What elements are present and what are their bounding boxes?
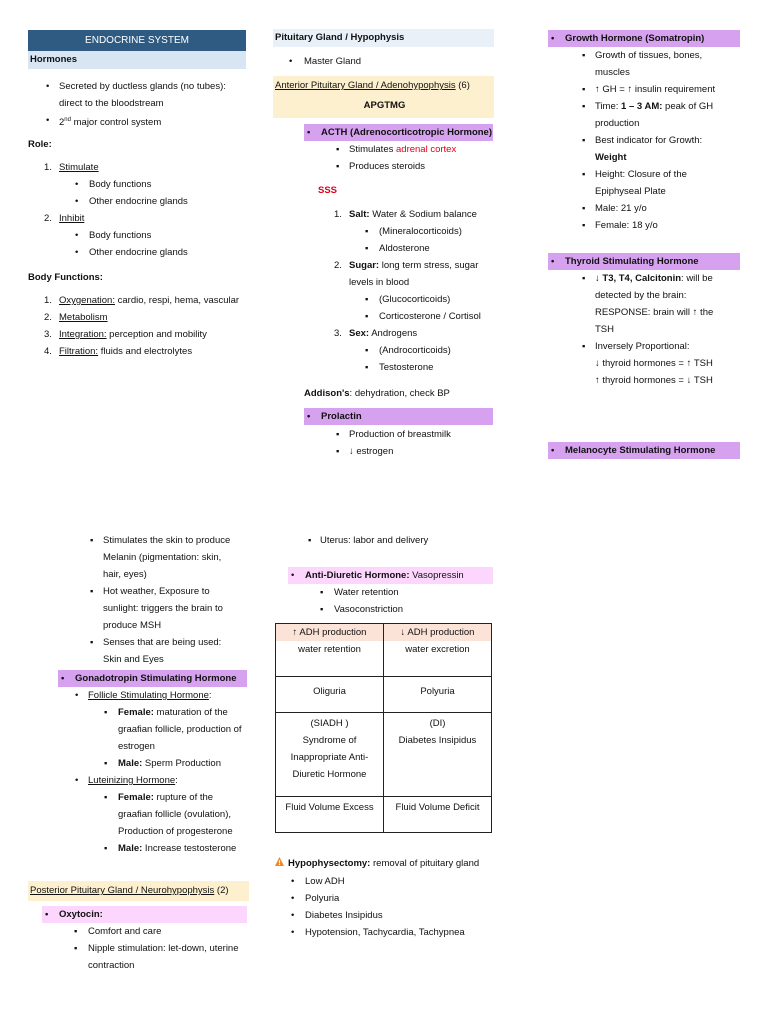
sugar-label: Sugar: <box>349 260 380 271</box>
list-item <box>288 601 488 618</box>
msh-items <box>58 532 258 668</box>
list-item: 3. Sex: Androgens <box>334 328 418 339</box>
list-item <box>58 704 258 721</box>
hypo-item: Diabetes Insipidus <box>305 910 383 921</box>
list-item <box>28 95 258 112</box>
gh-text: Growth Hormone (Somatropin) <box>565 33 705 44</box>
list-item <box>275 890 495 907</box>
gh-line: Time: <box>595 101 622 112</box>
fsh-female: estrogen <box>118 741 155 752</box>
hypophysectomy-heading <box>275 855 479 872</box>
msh-line: sunlight: triggers the brain to <box>103 603 223 614</box>
gh-weight: Weight <box>595 152 627 163</box>
tsh-items <box>548 270 753 389</box>
list-number: 2. <box>44 312 52 323</box>
role-heading: Role: <box>28 139 52 150</box>
bf-desc: perception and mobility <box>106 329 207 340</box>
list-item <box>304 274 504 291</box>
hypo-item: Hypotension, Tachycardia, Tachypnea <box>305 927 465 938</box>
list-item: 1. Salt: Water & Sodium balance <box>334 209 477 220</box>
list-item <box>288 584 488 601</box>
gonadotropin-text: Gonadotropin Stimulating Hormone <box>75 673 237 684</box>
body-functions-heading: Body Functions: <box>28 272 103 283</box>
list-item <box>42 957 257 974</box>
tsh-line: RESPONSE: brain will ↑ the <box>595 307 714 318</box>
cell-text: (SIADH ) <box>310 718 349 729</box>
list-item <box>304 223 504 240</box>
list-item <box>548 304 753 321</box>
table-row <box>276 797 492 833</box>
sex-desc: Androgens <box>369 328 418 339</box>
hypophysectomy-items <box>275 873 495 941</box>
master-gland-item <box>273 53 361 70</box>
msh-line: Senses that are being used: <box>103 637 222 648</box>
list-item <box>58 583 258 600</box>
lh-female: Production of progesterone <box>118 826 233 837</box>
list-item <box>548 149 748 166</box>
list-item <box>42 940 257 957</box>
oxytocin-text: Oxytocin: <box>59 909 103 920</box>
gh-line: muscles <box>595 67 630 78</box>
tsh-heading <box>548 253 740 270</box>
list-item <box>548 321 753 338</box>
msh-line: Hot weather, Exposure to <box>103 586 210 597</box>
list-item <box>548 338 753 355</box>
posterior-heading-text: Posterior Pituitary Gland / Neurohypophysis <box>30 885 215 896</box>
sex-item: (Androcorticoids) <box>379 345 451 356</box>
gh-line: Height: Closure of the <box>595 169 687 180</box>
uterus-item <box>288 532 428 549</box>
list-item <box>304 158 504 175</box>
cell-text: water retention <box>298 644 361 655</box>
gh-heading <box>548 30 740 47</box>
list-item <box>275 873 495 890</box>
salt-label: Salt: <box>349 209 370 220</box>
msh-line: Melanin (pigmentation: skin, <box>103 552 222 563</box>
list-item: • Luteinizing Hormone: <box>58 772 258 789</box>
table-row <box>276 677 492 713</box>
hypo-item: Polyuria <box>305 893 340 904</box>
list-item <box>304 426 504 443</box>
list-item <box>58 566 258 583</box>
gh-line: peak of GH <box>662 101 714 112</box>
gonadotropin-items <box>58 687 258 857</box>
cell-text: water excretion <box>405 644 470 655</box>
list-item: 2. Sugar: long term stress, sugar <box>334 260 479 271</box>
table-row <box>276 713 492 797</box>
uterus-text: Uterus: labor and delivery <box>320 535 429 546</box>
acth-item: Produces steroids <box>349 161 426 172</box>
role-item: Body functions <box>89 179 152 190</box>
bf-term: Filtration: <box>59 346 99 357</box>
anterior-count: (6) <box>455 80 470 91</box>
list-item <box>304 141 504 158</box>
list-item <box>28 193 258 210</box>
salt-item: (Mineralocorticoids) <box>379 226 462 237</box>
list-item <box>548 132 748 149</box>
female-label: Female: <box>118 707 154 718</box>
table-header-decrease: ↓ ADH production <box>384 624 491 641</box>
gh-line: Epiphyseal Plate <box>595 186 666 197</box>
cell-text: Fluid Volume Deficit <box>395 802 480 813</box>
list-item <box>28 326 258 343</box>
sugar-desc: long term stress, sugar <box>379 260 479 271</box>
list-item <box>275 924 495 941</box>
bf-desc: fluids and electrolytes <box>98 346 193 357</box>
list-item <box>304 240 504 257</box>
list-item <box>548 200 748 217</box>
list-item <box>28 227 258 244</box>
table-cell <box>384 797 492 833</box>
warning-icon <box>275 857 284 866</box>
list-item <box>58 532 258 549</box>
cell-text: Diuretic Hormone <box>292 769 367 780</box>
list-item <box>275 907 495 924</box>
gh-line: Best indicator for Growth: <box>595 135 703 146</box>
list-item <box>28 292 258 309</box>
hormone-text-2: direct to the bloodstream <box>59 98 164 109</box>
gh-line: production <box>595 118 640 129</box>
lh-female: graafian follicle (ovulation), <box>118 809 232 820</box>
tsh-line: TSH <box>595 324 614 335</box>
table-cell <box>384 624 492 677</box>
cell-text: Fluid Volume Excess <box>285 802 374 813</box>
msh-line: Skin and Eyes <box>103 654 164 665</box>
list-item <box>58 634 258 651</box>
gh-line: Growth of tissues, bones, <box>595 50 703 61</box>
list-item <box>28 343 258 360</box>
cell-text: Polyuria <box>420 686 455 697</box>
list-item <box>548 372 753 389</box>
addisons-label: Addison's <box>304 388 350 399</box>
list-number: 1. <box>44 295 52 306</box>
list-item <box>58 721 258 738</box>
fsh-label: Follicle Stimulating Hormone <box>88 690 209 701</box>
list-item <box>58 806 258 823</box>
oxytocin-item: contraction <box>88 960 135 971</box>
lh-female: rupture of the <box>153 792 214 803</box>
list-item <box>304 443 504 460</box>
list-item <box>28 176 258 193</box>
list-item <box>548 287 753 304</box>
list-item <box>58 755 258 772</box>
bf-term: Oxygenation: <box>59 295 115 306</box>
gh-time: 1 – 3 AM: <box>621 101 663 112</box>
prolactin-heading <box>304 408 493 425</box>
tsh-line: Inversely Proportional: <box>595 341 690 352</box>
female-label: Female: <box>118 792 154 803</box>
hormone-text-1: Secreted by ductless glands (no tubes): <box>59 81 226 92</box>
list-item <box>548 355 753 372</box>
list-item <box>548 81 748 98</box>
pituitary-heading-text: Pituitary Gland / Hypophysis <box>275 32 405 43</box>
sugar-item: (Glucocorticoids) <box>379 294 451 305</box>
column-endocrine <box>28 30 246 69</box>
prolactin-items <box>304 426 504 460</box>
list-item <box>58 651 258 668</box>
list-item <box>304 359 504 376</box>
acth-heading <box>304 124 493 141</box>
tsh-line: detected by the brain: <box>595 290 687 301</box>
sex-item: Testosterone <box>379 362 434 373</box>
list-item <box>58 789 258 806</box>
list-item <box>58 600 258 617</box>
hypophysectomy-desc: removal of pituitary gland <box>370 858 480 869</box>
list-item <box>28 309 258 326</box>
ordinal-suffix: nd <box>64 117 71 123</box>
cell-text: Oliguria <box>313 686 346 697</box>
role-stimulate: Stimulate <box>59 162 99 173</box>
hormones-heading <box>28 51 246 69</box>
hypo-item: Low ADH <box>305 876 345 887</box>
list-number: 4. <box>44 346 52 357</box>
table-cell <box>384 713 492 797</box>
role-inhibit: Inhibit <box>59 213 85 224</box>
list-item <box>548 98 748 115</box>
list-item: 2. Inhibit <box>44 213 85 224</box>
list-item <box>58 617 258 634</box>
adh-item: Water retention <box>334 587 399 598</box>
salt-desc: Water & Sodium balance <box>369 209 477 220</box>
table-cell <box>384 677 492 713</box>
cell-text: Inappropriate Anti- <box>290 752 369 763</box>
addisons-note <box>304 385 450 402</box>
hormones-list <box>28 78 258 131</box>
prolactin-text: Prolactin <box>321 411 362 422</box>
cell-text: (DI) <box>429 718 446 729</box>
bf-term: Metabolism <box>59 312 108 323</box>
gonadotropin-heading <box>58 670 247 687</box>
addisons-desc: : dehydration, check BP <box>349 388 450 399</box>
prolactin-item: Production of breastmilk <box>349 429 451 440</box>
sss-label: SSS <box>318 185 338 196</box>
list-item <box>58 549 258 566</box>
page-title: ENDOCRINE SYSTEM <box>28 30 246 51</box>
hormone-text-3: major control system <box>70 117 162 129</box>
cell-text: Diabetes Insipidus <box>398 735 477 746</box>
tsh-line: ↑ thyroid hormones = ↓ TSH <box>595 375 713 386</box>
adrenal-cortex-highlight: adrenal cortex <box>396 144 457 155</box>
posterior-heading <box>28 881 249 901</box>
gh-items <box>548 47 748 234</box>
salt-item: Aldosterone <box>379 243 430 254</box>
adh-desc: Vasopressin <box>409 570 464 581</box>
prolactin-item: ↓ estrogen <box>349 446 394 457</box>
role-list <box>28 159 258 261</box>
list-item <box>548 166 748 183</box>
anterior-heading-block <box>273 76 494 118</box>
bf-desc: cardio, respi, hema, vascular <box>114 295 240 306</box>
hypophysectomy-label: Hypophysectomy: <box>288 858 371 869</box>
adh-items <box>288 584 488 618</box>
adh-table <box>275 623 492 833</box>
tsh-line: ↓ thyroid hormones = ↑ TSH <box>595 358 713 369</box>
fsh-female: maturation of the <box>153 707 228 718</box>
bf-term: Integration: <box>59 329 107 340</box>
msh-line: hair, eyes) <box>103 569 147 580</box>
list-item: 1. Stimulate <box>44 162 99 173</box>
list-item <box>304 308 504 325</box>
adh-item: Vasoconstriction <box>334 604 403 615</box>
list-item <box>58 823 258 840</box>
table-cell <box>276 624 384 677</box>
list-number: 3. <box>44 329 52 340</box>
posterior-count: (2) <box>214 885 229 896</box>
role-item: Other endocrine glands <box>89 196 188 207</box>
oxytocin-items <box>42 923 257 974</box>
list-item <box>548 217 748 234</box>
sugar-desc-2: levels in blood <box>349 277 410 288</box>
sugar-item: Corticosterone / Cortisol <box>379 311 481 322</box>
table-header-increase: ↑ ADH production <box>276 624 383 641</box>
anterior-heading: Anterior Pituitary Gland / Adenohypophysis <box>275 80 456 91</box>
ordinal-number: 2 <box>59 117 65 129</box>
table-cell <box>276 797 384 833</box>
tsh-hormones: ↓ T3, T4, Calcitonin <box>595 273 682 284</box>
oxytocin-item: Nipple stimulation: let-down, uterine <box>88 943 239 954</box>
msh-line: Stimulates the skin to produce <box>103 535 231 546</box>
list-item <box>548 183 748 200</box>
list-item <box>304 291 504 308</box>
sex-label: Sex: <box>349 328 370 339</box>
list-item <box>58 840 258 857</box>
pituitary-heading <box>273 29 494 47</box>
table-row <box>276 624 492 677</box>
role-item: Other endocrine glands <box>89 247 188 258</box>
list-item <box>42 923 257 940</box>
hormones-heading-text: Hormones <box>30 54 77 65</box>
master-gland-text: Master Gland <box>304 56 362 67</box>
fsh-female: graafian follicle, production of <box>118 724 242 735</box>
tsh-line: : will be <box>681 273 713 284</box>
table-cell <box>276 677 384 713</box>
list-item: • Follicle Stimulating Hormone: <box>58 687 258 704</box>
list-item <box>28 112 258 131</box>
list-item <box>28 244 258 261</box>
list-item <box>548 47 748 64</box>
list-item <box>548 270 753 287</box>
adh-label: Anti-Diuretic Hormone: <box>305 570 410 581</box>
oxytocin-heading <box>42 906 247 923</box>
gh-line: Female: 18 y/o <box>595 220 658 231</box>
role-item: Body functions <box>89 230 152 241</box>
oxytocin-item: Comfort and care <box>88 926 162 937</box>
table-cell <box>276 713 384 797</box>
male-label: Male: <box>118 758 143 769</box>
fsh-male: Sperm Production <box>142 758 221 769</box>
adh-heading <box>288 567 493 584</box>
msh-heading <box>548 442 740 459</box>
lh-label: Luteinizing Hormone <box>88 775 176 786</box>
msh-line: produce MSH <box>103 620 162 631</box>
gh-line: ↑ GH = ↑ insulin requirement <box>595 84 716 95</box>
msh-text: Melanocyte Stimulating Hormone <box>565 445 716 456</box>
acth-items <box>304 141 504 175</box>
lh-male: Increase testosterone <box>142 843 237 854</box>
body-functions-list <box>28 292 258 360</box>
list-item <box>548 64 748 81</box>
list-item <box>28 78 258 95</box>
cell-text: Syndrome of <box>302 735 357 746</box>
acth-text: ACTH (Adrenocorticotropic Hormone) <box>321 127 492 138</box>
male-label: Male: <box>118 843 143 854</box>
acth-item: Stimulates <box>349 144 396 155</box>
sss-list <box>304 206 504 376</box>
list-item <box>58 738 258 755</box>
list-item <box>304 342 504 359</box>
tsh-text: Thyroid Stimulating Hormone <box>565 256 699 267</box>
gh-line: Male: 21 y/o <box>595 203 647 214</box>
list-item <box>548 115 748 132</box>
mnemonic: APGTMG <box>363 100 406 111</box>
